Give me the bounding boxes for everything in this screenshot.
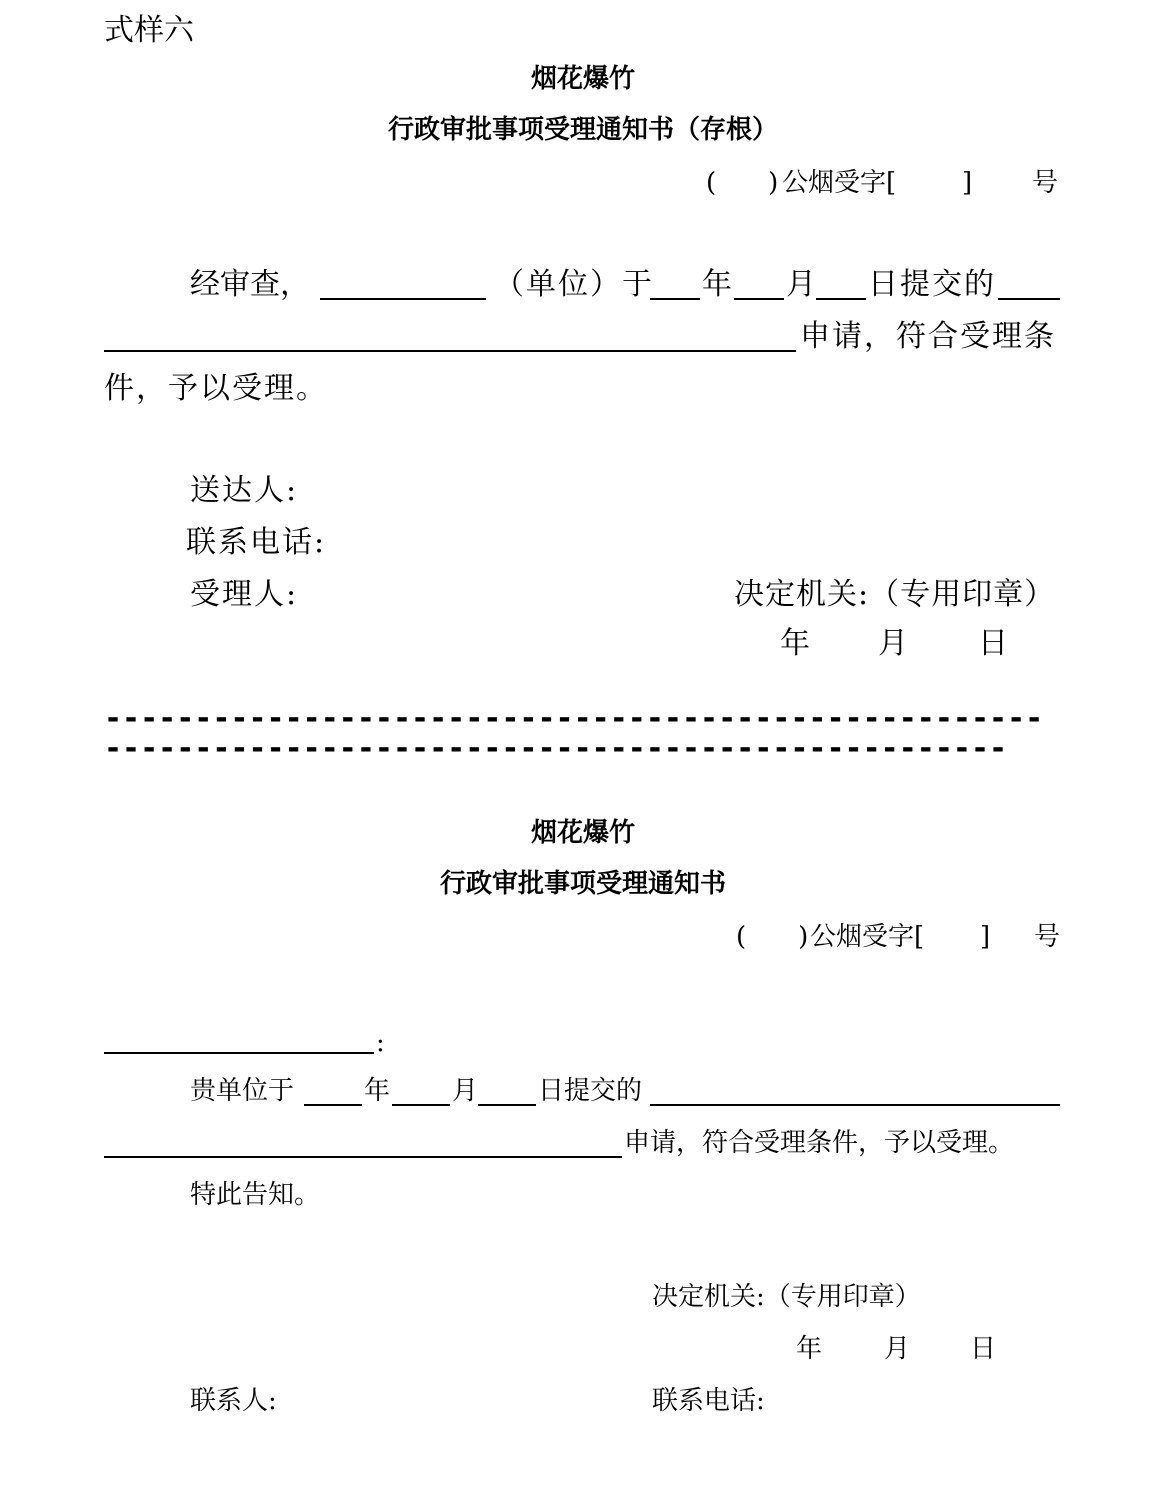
notice-p1-day: 日提交的 — [538, 1076, 643, 1106]
notice-docno-close: ] — [980, 922, 991, 952]
notice-contact-label: 联系人: — [190, 1386, 277, 1416]
notice-year-blank — [304, 1104, 362, 1106]
notice-date-month: 月 — [884, 1334, 911, 1364]
notice-p1-year: 年 — [364, 1076, 391, 1106]
stub-p1-intro: 经审查， — [190, 267, 310, 302]
notice-docno-hao: 号 — [1034, 922, 1061, 952]
notice-p1-apply: 申请，符合受理条件，予以受理。 — [624, 1128, 1015, 1158]
stub-day-blank — [816, 298, 866, 300]
stub-docno-close: ] — [962, 168, 973, 198]
stub-p1-year: 年 — [702, 267, 732, 302]
notice-date-year: 年 — [796, 1334, 823, 1364]
stub-p1-day: 日提交的 — [868, 267, 996, 302]
stub-docno-paren: ( ) — [706, 168, 779, 198]
notice-docno-paren: ( ) — [736, 922, 809, 952]
notice-day-blank — [478, 1104, 536, 1106]
stub-unit-blank — [320, 298, 486, 300]
stub-sender-label: 送达人: — [190, 473, 299, 508]
notice-item-blank-1 — [650, 1104, 1060, 1106]
notice-title-line1: 烟花爆竹 — [530, 818, 635, 848]
notice-p1-month: 月 — [452, 1076, 479, 1106]
stub-docno-text: 公烟受字[ — [782, 168, 897, 198]
stub-item-blank-2 — [104, 350, 796, 352]
notice-date-day: 日 — [970, 1334, 997, 1364]
stub-handler-label: 受理人: — [190, 577, 299, 612]
cut-divider: ------------------------------------------------------------------------------------------------------ — [104, 704, 1044, 764]
notice-authority-seal: 决定机关:（专用印章） — [652, 1282, 921, 1312]
notice-item-blank-2 — [104, 1156, 622, 1158]
stub-p1-apply: 申请，符合受理条 — [800, 319, 1056, 354]
stub-date-day: 日 — [978, 626, 1008, 661]
stub-docno-hao: 号 — [1032, 168, 1059, 198]
stub-p1-month: 月 — [786, 267, 816, 302]
notice-month-blank — [392, 1104, 450, 1106]
notice-addressee-blank — [104, 1052, 374, 1054]
stub-year-blank — [650, 298, 700, 300]
stub-month-blank — [734, 298, 784, 300]
stub-authority-seal: 决定机关:（专用印章） — [734, 577, 1056, 612]
stub-title-line2: 行政审批事项受理通知书（存根） — [387, 115, 778, 145]
notice-p1-intro: 贵单位于 — [190, 1076, 295, 1106]
stub-date-month: 月 — [878, 626, 908, 661]
stub-phone-label: 联系电话: — [186, 525, 327, 560]
notice-addressee-colon: : — [376, 1028, 385, 1058]
notice-title-line2: 行政审批事项受理通知书 — [439, 869, 726, 899]
notice-phone-label: 联系电话: — [652, 1386, 765, 1416]
notice-p2-inform: 特此告知。 — [190, 1180, 321, 1210]
stub-title-line1: 烟花爆竹 — [530, 64, 635, 94]
stub-item-blank-1 — [998, 298, 1060, 300]
notice-docno-text: 公烟受字[ — [810, 922, 925, 952]
form-label: 式样六 — [104, 13, 194, 48]
stub-p1-unit: （单位）于 — [494, 267, 654, 302]
stub-p1-accept: 件，予以受理。 — [104, 371, 328, 406]
stub-date-year: 年 — [780, 626, 810, 661]
